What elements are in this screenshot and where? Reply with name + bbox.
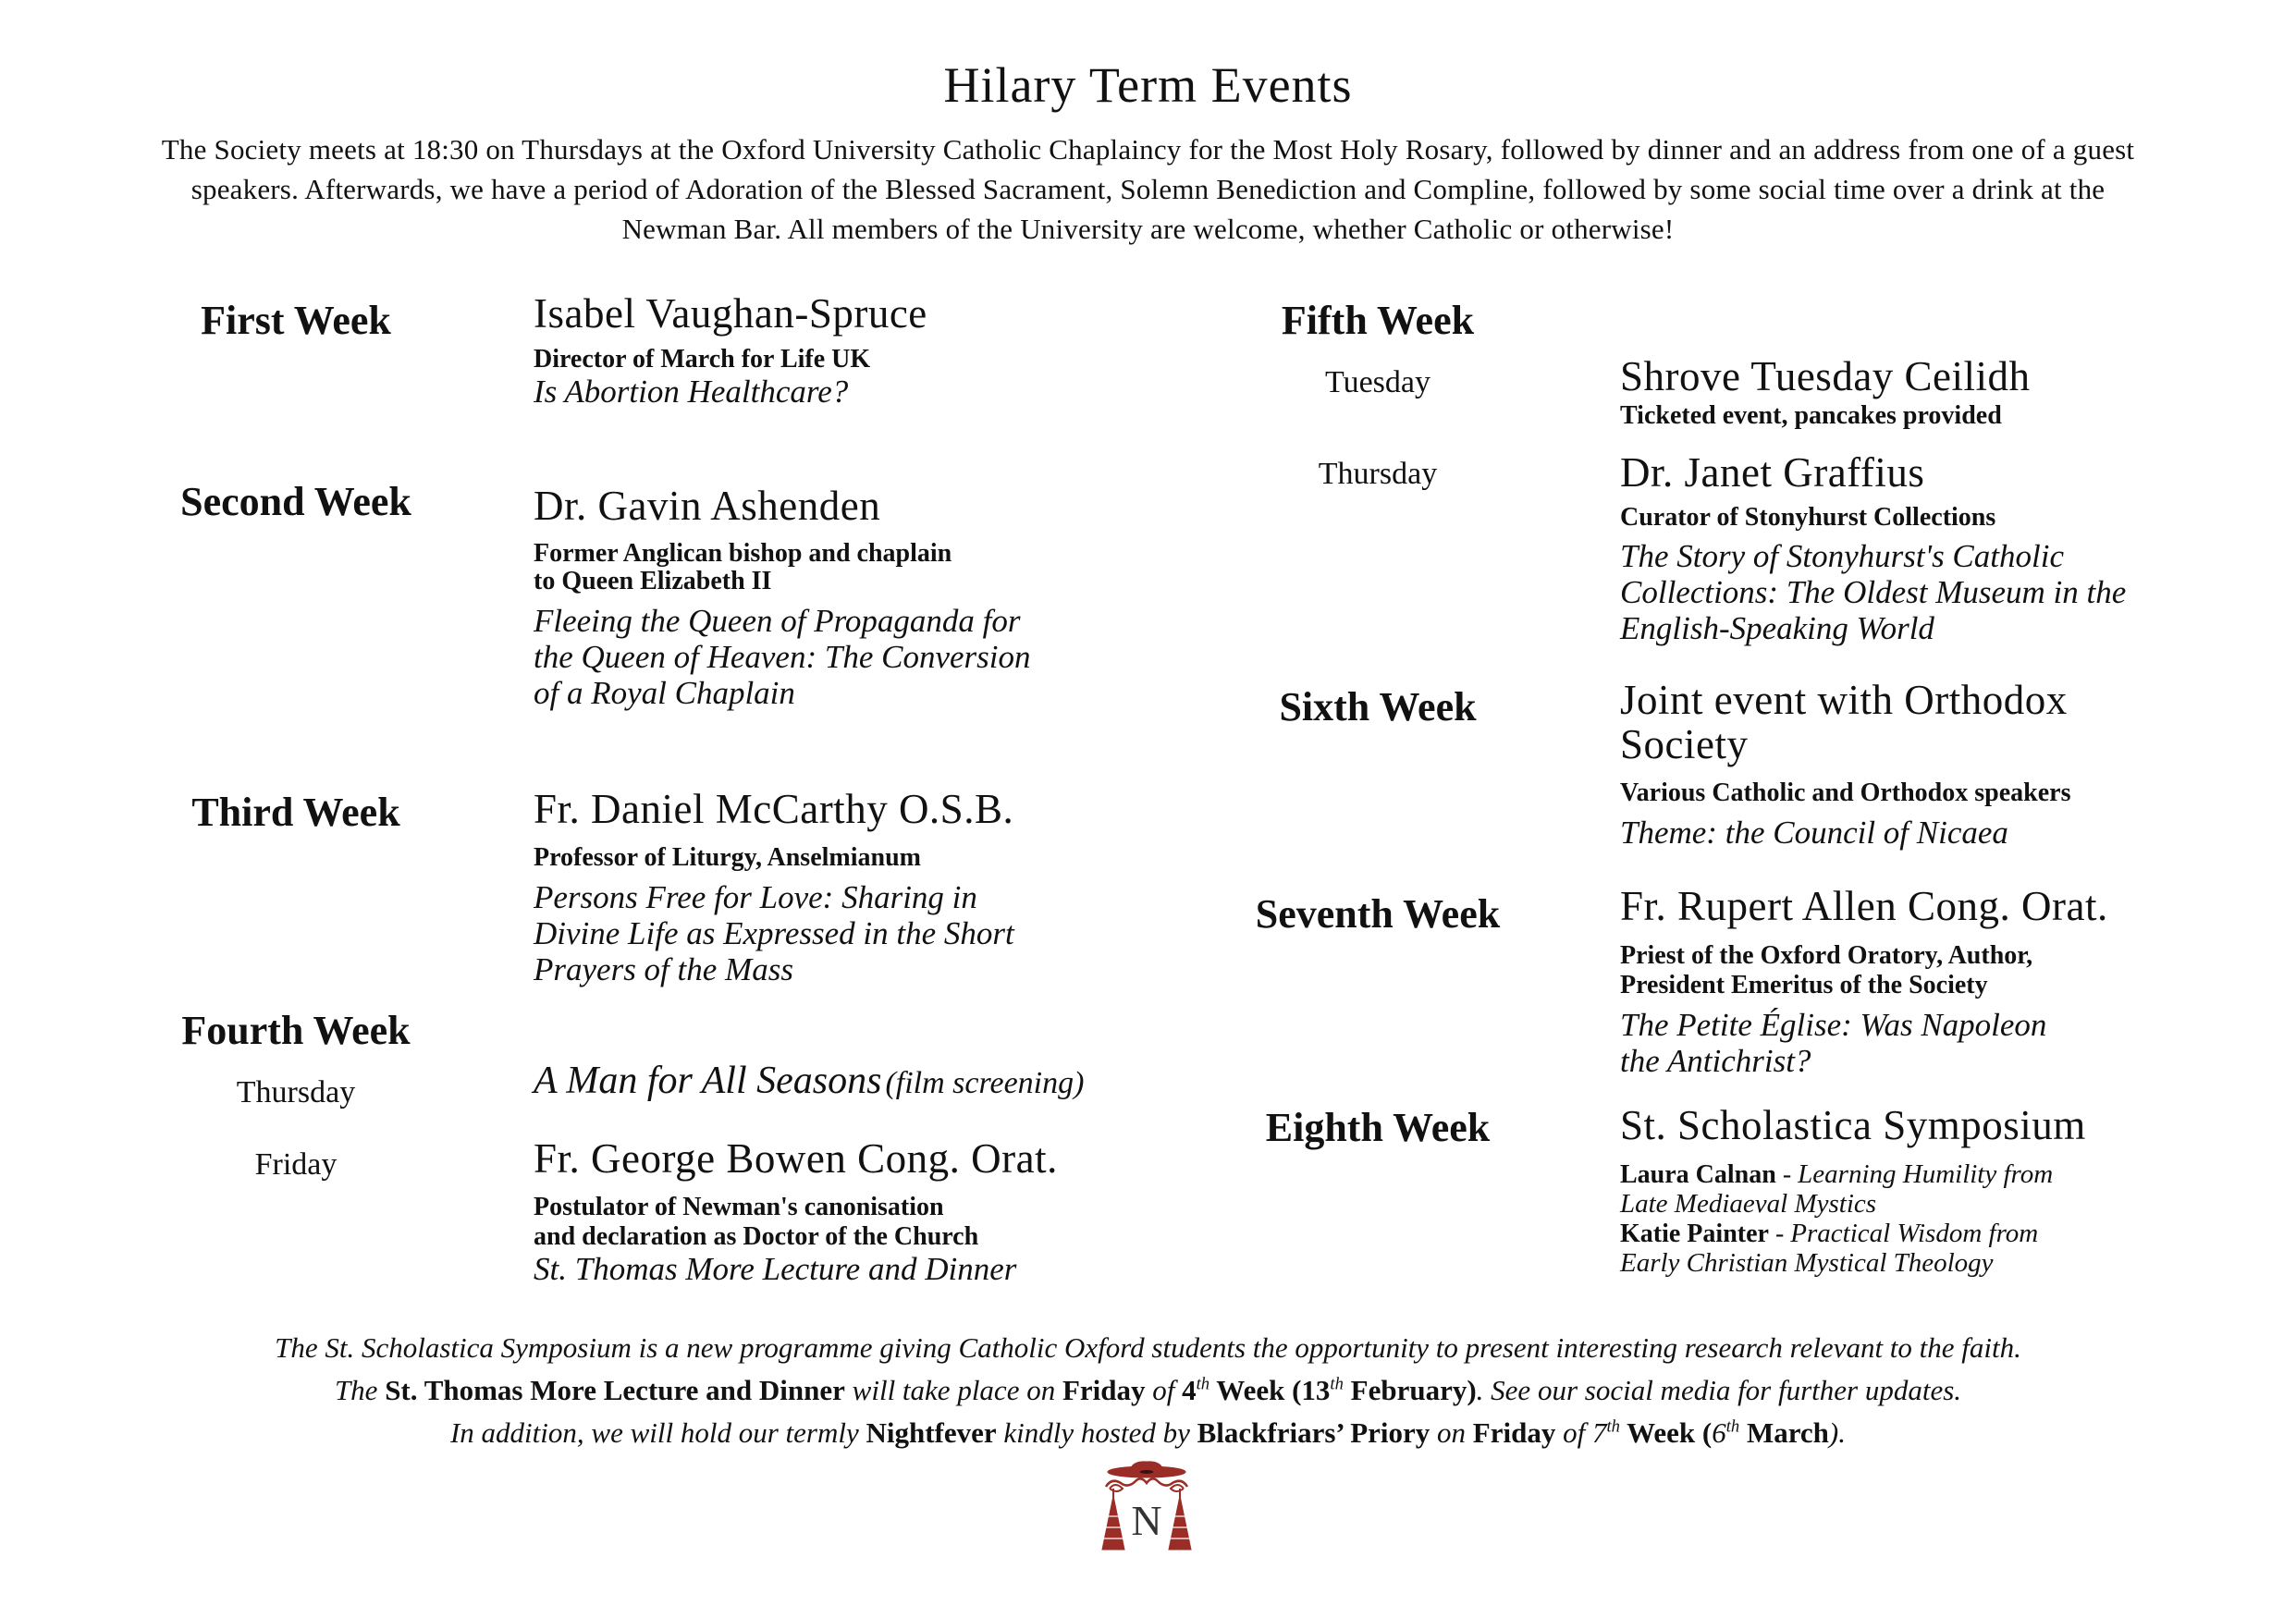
speaker-role: Postulator of Newman's canonisation bbox=[534, 1193, 944, 1221]
talk-title: English-Speaking World bbox=[1620, 610, 1934, 646]
speaker-role: Various Catholic and Orthodox speakers bbox=[1620, 778, 2071, 807]
cardinal-hat-icon bbox=[1097, 1461, 1197, 1553]
intro-paragraph: The Society meets at 18:30 on Thursdays at the Oxford University Catholic Chaplaincy for the Most Holy Rosary, followed by dinner and an address from one of a guest speakers. Afterwards, we have a period of Adoration of the Blessed Sacrament, Solemn Benediction and Compline, followed by some social time over a drink at the Newman Bar. All members of the University are welcome, whether Catholic or otherwise! bbox=[161, 133, 2135, 245]
footer-highlight: Friday bbox=[1472, 1416, 1556, 1449]
footer-text: on bbox=[1430, 1416, 1473, 1449]
speaker-name: Fr. Daniel McCarthy O.S.B. bbox=[534, 786, 1014, 832]
footer-text: . See our social media for further updates. bbox=[1476, 1374, 1962, 1406]
speaker-name: Fr. Rupert Allen Cong. Orat. bbox=[1620, 883, 2108, 929]
footer-text: of bbox=[1555, 1416, 1592, 1449]
speaker-role: Priest of the Oxford Oratory, Author, bbox=[1620, 941, 2033, 970]
footer-highlight: 4 bbox=[1182, 1374, 1197, 1406]
footer-line-1 bbox=[0, 1327, 2296, 1369]
week-label-third: Third Week bbox=[191, 790, 400, 835]
student-speaker: Katie Painter bbox=[1620, 1220, 1769, 1248]
separator: - bbox=[1775, 1160, 1799, 1189]
event-day: Thursday bbox=[236, 1075, 356, 1109]
talk-title: Early Christian Mystical Theology bbox=[1620, 1248, 1994, 1278]
footer-line-3 bbox=[0, 1412, 2296, 1454]
ordinal-suffix: th bbox=[1725, 1416, 1740, 1437]
week-label-seventh: Seventh Week bbox=[1255, 891, 1501, 937]
speaker-role: and declaration as Doctor of the Church bbox=[534, 1222, 979, 1251]
week-label-second: Second Week bbox=[180, 479, 411, 524]
footer-line-2 bbox=[0, 1369, 2296, 1412]
event-title: Shrove Tuesday Ceilidh bbox=[1620, 353, 2031, 399]
film-event bbox=[534, 1060, 1085, 1102]
logo-letter: N bbox=[1131, 1497, 1162, 1544]
ordinal-suffix: th bbox=[1330, 1374, 1344, 1394]
speaker-name: Fr. George Bowen Cong. Orat. bbox=[534, 1135, 1058, 1182]
talk-title: Prayers of the Mass bbox=[534, 951, 793, 987]
speaker-role: Former Anglican bishop and chaplain bbox=[534, 539, 952, 568]
event-note: Ticketed event, pancakes provided bbox=[1620, 401, 2002, 430]
talk-title: Theme: the Council of Nicaea bbox=[1620, 815, 2008, 851]
talk-title: The Story of Stonyhurst's Catholic bbox=[1620, 538, 2064, 574]
event-title: Joint event with Orthodox bbox=[1620, 677, 2068, 723]
separator: - bbox=[1768, 1220, 1791, 1248]
footer-text: of bbox=[1145, 1374, 1183, 1406]
footer-highlight: Week ( bbox=[1619, 1416, 1713, 1449]
talk-title: the Antichrist? bbox=[1620, 1043, 1811, 1079]
talk-title: Collections: The Oldest Museum in the bbox=[1620, 574, 2127, 610]
student-speaker: Laura Calnan bbox=[1620, 1160, 1776, 1189]
talk-title: Practical Wisdom from bbox=[1790, 1219, 2039, 1248]
event-day: Friday bbox=[254, 1147, 338, 1182]
talk-title: Persons Free for Love: Sharing in bbox=[534, 879, 977, 915]
talk-title: The Petite Église: Was Napoleon bbox=[1620, 1007, 2047, 1043]
week-label-fifth: Fifth Week bbox=[1281, 298, 1475, 343]
talk-title: Late Mediaeval Mystics bbox=[1620, 1189, 1877, 1219]
footer-text: In addition, we will hold our termly bbox=[449, 1416, 866, 1449]
footer-highlight: Blackfriars’ Priory bbox=[1197, 1416, 1430, 1449]
talk-title: the Queen of Heaven: The Conversion bbox=[534, 639, 1031, 675]
event-day: Thursday bbox=[1318, 457, 1438, 491]
footer-highlight: February) bbox=[1343, 1374, 1477, 1406]
speaker-name: Dr. Gavin Ashenden bbox=[534, 483, 881, 529]
speaker-role: Director of March for Life UK bbox=[534, 345, 871, 374]
speaker-role: to Queen Elizabeth II bbox=[534, 567, 772, 595]
footer-highlight: St. Thomas More Lecture and Dinner bbox=[385, 1374, 845, 1406]
film-title: A Man for All Seasons bbox=[534, 1060, 882, 1102]
speaker-name: Isabel Vaughan-Spruce bbox=[534, 290, 927, 337]
event-day: Tuesday bbox=[1325, 365, 1430, 399]
film-note: (film screening) bbox=[885, 1066, 1085, 1100]
ordinal-suffix: th bbox=[1196, 1374, 1210, 1394]
footer-text: The bbox=[334, 1374, 386, 1406]
speaker-role: Professor of Liturgy, Anselmianum bbox=[534, 843, 921, 872]
talk-title: Fleeing the Queen of Propaganda for bbox=[534, 603, 1021, 639]
week-label-fourth: Fourth Week bbox=[181, 1008, 411, 1053]
talk-title: Divine Life as Expressed in the Short bbox=[534, 915, 1014, 951]
page-title: Hilary Term Events bbox=[943, 57, 1353, 113]
footer-text: ). bbox=[1828, 1416, 1846, 1449]
symposium-talk bbox=[1620, 1159, 2053, 1190]
talk-title: Is Abortion Healthcare? bbox=[534, 374, 849, 410]
footer-text: kindly hosted by bbox=[996, 1416, 1197, 1449]
talk-title: of a Royal Chaplain bbox=[534, 675, 795, 711]
footer-text: The St. Scholastica Symposium is a new programme giving Catholic Oxford students the opportunity to present interesting research relevant to the faith. bbox=[275, 1331, 2021, 1364]
ordinal-suffix: th bbox=[1606, 1416, 1620, 1437]
speaker-role: President Emeritus of the Society bbox=[1620, 971, 1988, 999]
speaker-role: Curator of Stonyhurst Collections bbox=[1620, 503, 1996, 532]
symposium-talk bbox=[1620, 1219, 2038, 1249]
footer-highlight: Week (13 bbox=[1209, 1374, 1331, 1406]
week-label-eighth: Eighth Week bbox=[1265, 1105, 1491, 1150]
footer-highlight: Nightfever bbox=[866, 1416, 997, 1449]
society-logo bbox=[1097, 1461, 1197, 1553]
footer-text: 7 bbox=[1591, 1416, 1607, 1449]
footer-text: 6 bbox=[1712, 1416, 1726, 1449]
footer-highlight: March bbox=[1739, 1416, 1829, 1449]
week-label-first: First Week bbox=[201, 298, 391, 343]
talk-title: St. Thomas More Lecture and Dinner bbox=[534, 1251, 1017, 1287]
footer-text: will take place on bbox=[844, 1374, 1062, 1406]
week-label-sixth: Sixth Week bbox=[1279, 684, 1477, 729]
talk-title: Learning Humility from bbox=[1798, 1159, 2054, 1189]
speaker-name: Dr. Janet Graffius bbox=[1620, 449, 1925, 496]
footer-highlight: Friday bbox=[1062, 1374, 1146, 1406]
event-title: Society bbox=[1620, 721, 1749, 767]
event-title: St. Scholastica Symposium bbox=[1620, 1102, 2086, 1148]
